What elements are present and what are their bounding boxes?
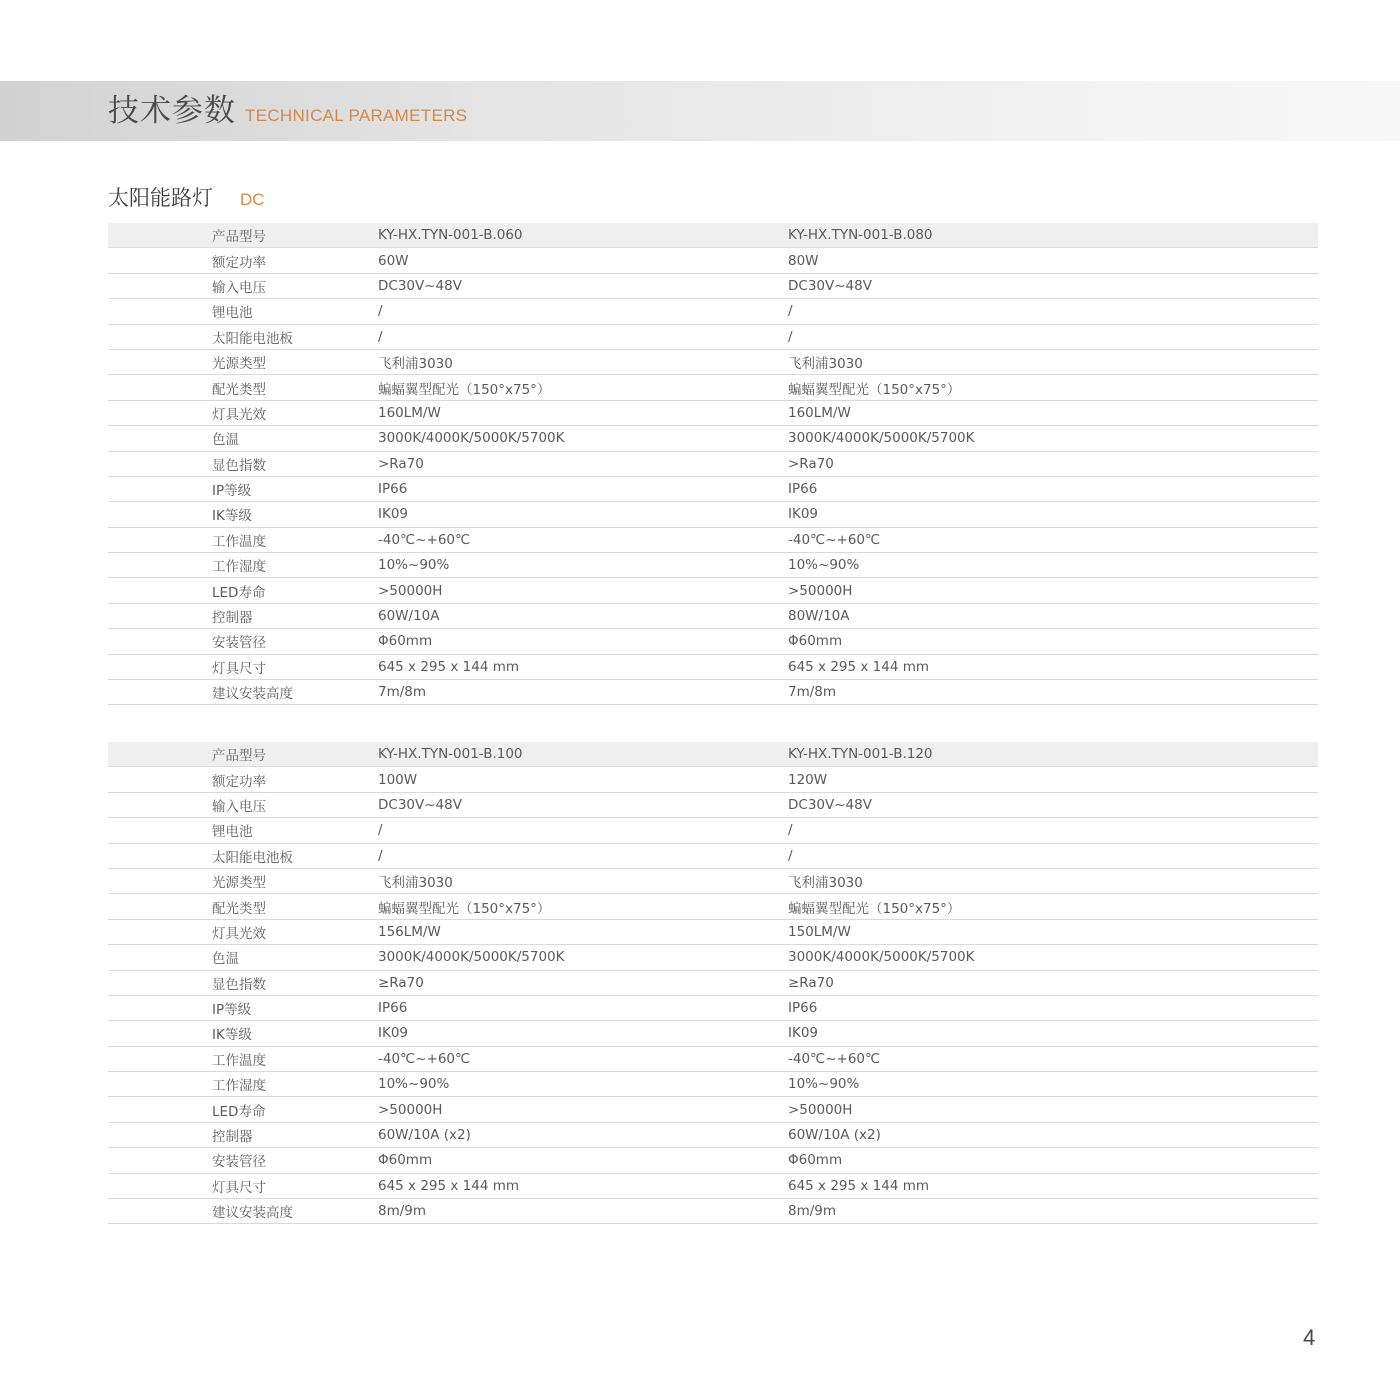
row-label: 显色指数	[108, 970, 378, 995]
table-header-row	[108, 742, 1318, 767]
cell-model-a: 飞利浦3030	[378, 868, 788, 893]
table-row	[108, 426, 1318, 451]
spec-table-2	[108, 742, 1318, 1224]
row-label: IP等级	[108, 476, 378, 501]
row-label: 色温	[108, 945, 378, 970]
cell-model-b: Φ60mm	[788, 1148, 1318, 1173]
cell-model-b: >50000H	[788, 1097, 1318, 1122]
table-header-row	[108, 223, 1318, 248]
row-label: 工作湿度	[108, 1072, 378, 1097]
cell-model-a: 160LM/W	[378, 400, 788, 425]
cell-model-b: 蝙蝠翼型配光（150°x75°）	[788, 894, 1318, 919]
cell-model-a: -40℃~+60℃	[378, 527, 788, 552]
row-label: 太阳能电池板	[108, 324, 378, 349]
table-row	[108, 553, 1318, 578]
table-row	[108, 945, 1318, 970]
cell-model-b: KY-HX.TYN-001-B.120	[788, 742, 1318, 767]
row-label: 灯具光效	[108, 919, 378, 944]
cell-model-b: DC30V~48V	[788, 792, 1318, 817]
cell-model-a: -40℃~+60℃	[378, 1046, 788, 1071]
cell-model-a: 10%~90%	[378, 553, 788, 578]
row-label: LED寿命	[108, 578, 378, 603]
table-row	[108, 1199, 1318, 1224]
row-label: 灯具尺寸	[108, 654, 378, 679]
cell-model-a: 60W/10A (x2)	[378, 1122, 788, 1147]
cell-model-b: 160LM/W	[788, 400, 1318, 425]
table-row	[108, 818, 1318, 843]
cell-model-a: 3000K/4000K/5000K/5700K	[378, 426, 788, 451]
cell-model-b: IP66	[788, 995, 1318, 1020]
table-row	[108, 792, 1318, 817]
row-label: 配光类型	[108, 894, 378, 919]
cell-model-a: /	[378, 818, 788, 843]
cell-model-a: 8m/9m	[378, 1199, 788, 1224]
cell-model-a: Φ60mm	[378, 629, 788, 654]
cell-model-a: >50000H	[378, 578, 788, 603]
cell-model-b: /	[788, 299, 1318, 324]
cell-model-a: >50000H	[378, 1097, 788, 1122]
row-label: 配光类型	[108, 375, 378, 400]
table-row	[108, 273, 1318, 298]
cell-model-b: 645 x 295 x 144 mm	[788, 654, 1318, 679]
row-label: 额定功率	[108, 767, 378, 792]
row-label: IP等级	[108, 995, 378, 1020]
cell-model-a: 10%~90%	[378, 1072, 788, 1097]
table-row	[108, 1097, 1318, 1122]
row-label: 色温	[108, 426, 378, 451]
cell-model-a: 飞利浦3030	[378, 349, 788, 374]
table-row	[108, 248, 1318, 273]
cell-model-b: ≥Ra70	[788, 970, 1318, 995]
row-label: 工作湿度	[108, 553, 378, 578]
cell-model-a: IP66	[378, 995, 788, 1020]
table-row	[108, 400, 1318, 425]
row-label: 安装管径	[108, 1148, 378, 1173]
table-row	[108, 868, 1318, 893]
row-label: LED寿命	[108, 1097, 378, 1122]
table-row	[108, 1072, 1318, 1097]
page-number: 4	[1303, 1325, 1316, 1350]
row-label: IK等级	[108, 502, 378, 527]
table-row	[108, 324, 1318, 349]
cell-model-b: 150LM/W	[788, 919, 1318, 944]
row-label: 工作温度	[108, 527, 378, 552]
row-label: 额定功率	[108, 248, 378, 273]
row-label: 光源类型	[108, 868, 378, 893]
table-row	[108, 680, 1318, 705]
cell-model-b: 7m/8m	[788, 680, 1318, 705]
table-row	[108, 1122, 1318, 1147]
table-row	[108, 578, 1318, 603]
cell-model-b: 80W/10A	[788, 603, 1318, 628]
cell-model-a: Φ60mm	[378, 1148, 788, 1173]
cell-model-b: 飞利浦3030	[788, 868, 1318, 893]
cell-model-b: 3000K/4000K/5000K/5700K	[788, 945, 1318, 970]
cell-model-a: 3000K/4000K/5000K/5700K	[378, 945, 788, 970]
cell-model-b: 飞利浦3030	[788, 349, 1318, 374]
table-row	[108, 654, 1318, 679]
cell-model-b: DC30V~48V	[788, 273, 1318, 298]
cell-model-b: 10%~90%	[788, 553, 1318, 578]
cell-model-b: IK09	[788, 502, 1318, 527]
cell-model-a: KY-HX.TYN-001-B.060	[378, 223, 788, 248]
page-title: 技术参数	[108, 93, 236, 129]
row-label: 工作温度	[108, 1046, 378, 1071]
table-row	[108, 1046, 1318, 1071]
row-label: 产品型号	[108, 223, 378, 248]
row-label: 显色指数	[108, 451, 378, 476]
cell-model-a: ≥Ra70	[378, 970, 788, 995]
table-row	[108, 349, 1318, 374]
cell-model-b: -40℃~+60℃	[788, 527, 1318, 552]
cell-model-b: KY-HX.TYN-001-B.080	[788, 223, 1318, 248]
table-row	[108, 476, 1318, 501]
cell-model-b: 80W	[788, 248, 1318, 273]
cell-model-a: DC30V~48V	[378, 792, 788, 817]
row-label: IK等级	[108, 1021, 378, 1046]
cell-model-a: >Ra70	[378, 451, 788, 476]
table-row	[108, 919, 1318, 944]
row-label: 灯具尺寸	[108, 1173, 378, 1198]
row-label: 安装管径	[108, 629, 378, 654]
cell-model-a: 645 x 295 x 144 mm	[378, 654, 788, 679]
table-row	[108, 375, 1318, 400]
cell-model-b: IK09	[788, 1021, 1318, 1046]
row-label: 锂电池	[108, 818, 378, 843]
cell-model-a: 蝙蝠翼型配光（150°x75°）	[378, 375, 788, 400]
row-label: 产品型号	[108, 742, 378, 767]
cell-model-b: 60W/10A (x2)	[788, 1122, 1318, 1147]
table-row	[108, 843, 1318, 868]
cell-model-b: >Ra70	[788, 451, 1318, 476]
table-row	[108, 629, 1318, 654]
row-label: 输入电压	[108, 792, 378, 817]
spec-table-1	[108, 223, 1318, 705]
cell-model-a: /	[378, 324, 788, 349]
cell-model-b: 645 x 295 x 144 mm	[788, 1173, 1318, 1198]
table-row	[108, 299, 1318, 324]
cell-model-a: 100W	[378, 767, 788, 792]
cell-model-a: IK09	[378, 502, 788, 527]
cell-model-b: /	[788, 324, 1318, 349]
cell-model-b: Φ60mm	[788, 629, 1318, 654]
cell-model-a: /	[378, 299, 788, 324]
row-label: 建议安装高度	[108, 680, 378, 705]
cell-model-b: /	[788, 843, 1318, 868]
cell-model-a: 645 x 295 x 144 mm	[378, 1173, 788, 1198]
row-label: 锂电池	[108, 299, 378, 324]
table-row	[108, 451, 1318, 476]
cell-model-b: 蝙蝠翼型配光（150°x75°）	[788, 375, 1318, 400]
cell-model-b: 3000K/4000K/5000K/5700K	[788, 426, 1318, 451]
table-row	[108, 1148, 1318, 1173]
cell-model-a: 7m/8m	[378, 680, 788, 705]
cell-model-a: 蝙蝠翼型配光（150°x75°）	[378, 894, 788, 919]
row-label: 灯具光效	[108, 400, 378, 425]
cell-model-b: IP66	[788, 476, 1318, 501]
cell-model-a: /	[378, 843, 788, 868]
cell-model-b: 120W	[788, 767, 1318, 792]
section-suffix: DC	[240, 190, 265, 209]
row-label: 输入电压	[108, 273, 378, 298]
cell-model-b: >50000H	[788, 578, 1318, 603]
table-row	[108, 502, 1318, 527]
table-row	[108, 894, 1318, 919]
cell-model-b: /	[788, 818, 1318, 843]
table-row	[108, 603, 1318, 628]
cell-model-a: 60W	[378, 248, 788, 273]
table-row	[108, 995, 1318, 1020]
cell-model-a: 156LM/W	[378, 919, 788, 944]
row-label: 建议安装高度	[108, 1199, 378, 1224]
cell-model-a: IP66	[378, 476, 788, 501]
table-row	[108, 527, 1318, 552]
table-row	[108, 1173, 1318, 1198]
page-subtitle: TECHNICAL PARAMETERS	[245, 106, 468, 125]
cell-model-b: -40℃~+60℃	[788, 1046, 1318, 1071]
section-title: 太阳能路灯	[108, 186, 213, 210]
row-label: 太阳能电池板	[108, 843, 378, 868]
table-row	[108, 970, 1318, 995]
row-label: 控制器	[108, 603, 378, 628]
table-row	[108, 1021, 1318, 1046]
table-row	[108, 767, 1318, 792]
cell-model-a: DC30V~48V	[378, 273, 788, 298]
cell-model-b: 8m/9m	[788, 1199, 1318, 1224]
cell-model-a: 60W/10A	[378, 603, 788, 628]
cell-model-b: 10%~90%	[788, 1072, 1318, 1097]
cell-model-a: IK09	[378, 1021, 788, 1046]
cell-model-a: KY-HX.TYN-001-B.100	[378, 742, 788, 767]
row-label: 控制器	[108, 1122, 378, 1147]
row-label: 光源类型	[108, 349, 378, 374]
